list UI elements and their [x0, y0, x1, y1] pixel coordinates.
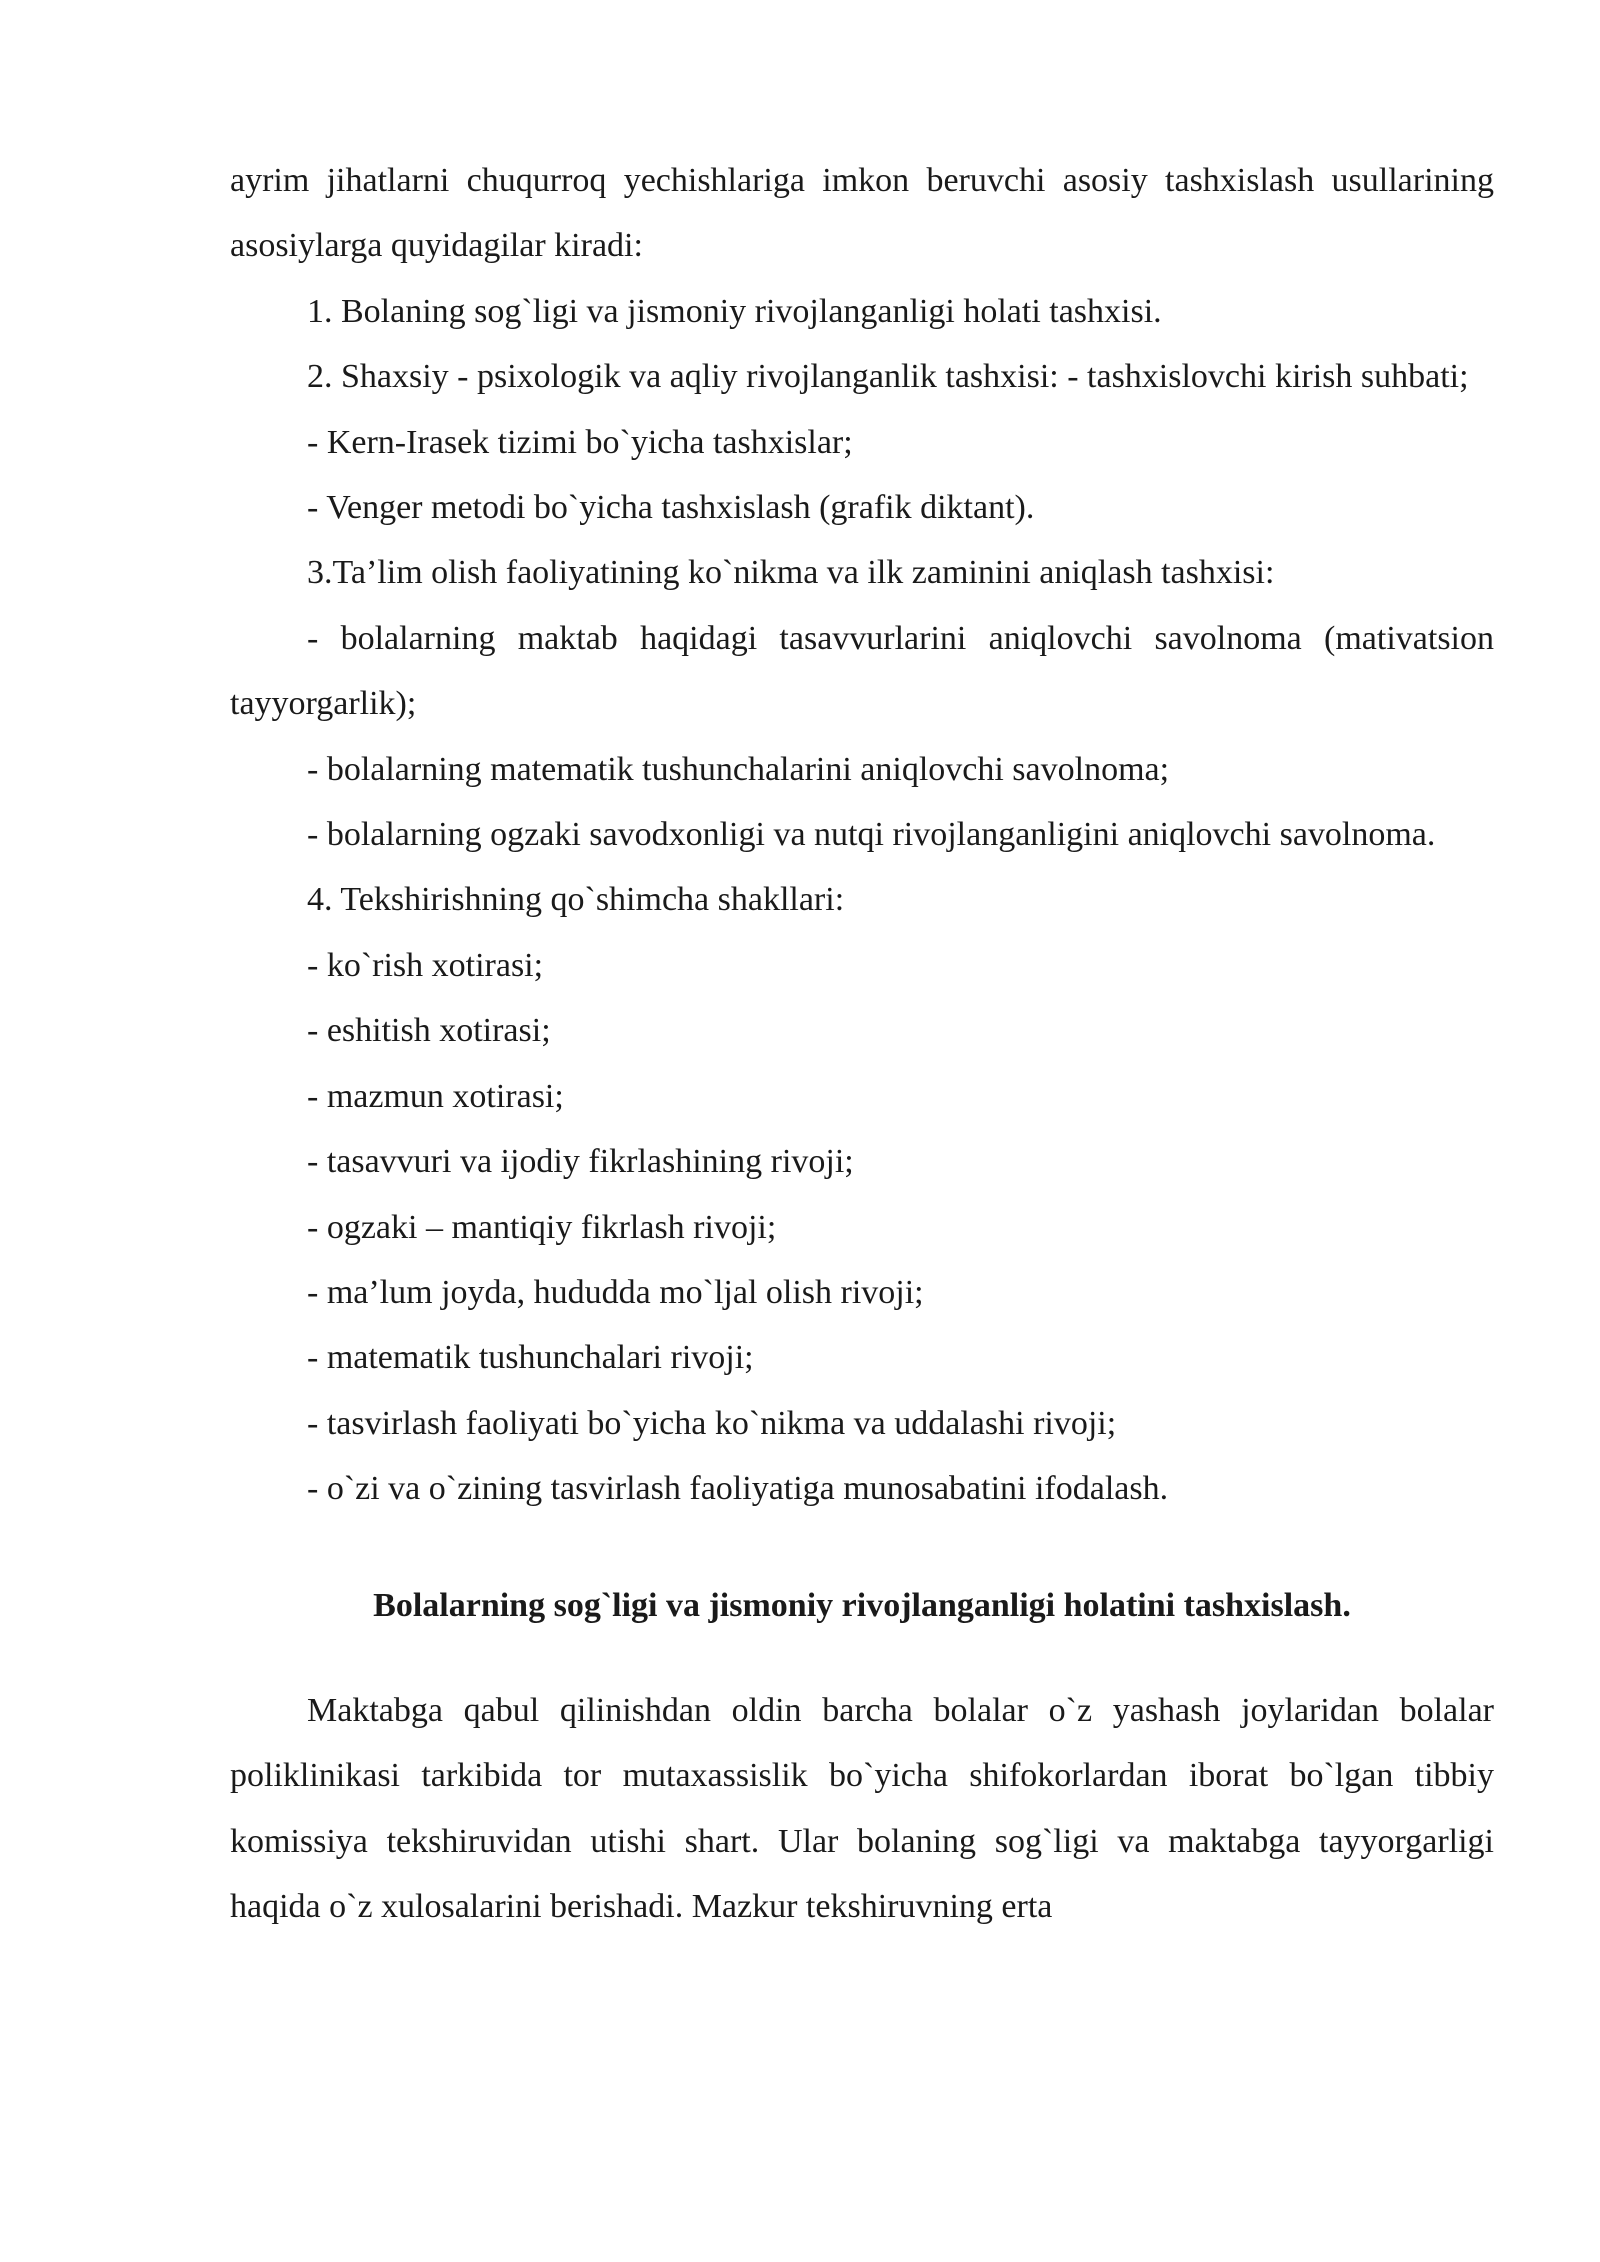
list-item-4: 4. Tekshirishning qo`shimcha shakllari: [307, 881, 845, 919]
list-item-3-b: - bolalarning matematik tushunchalarini aniqlovchi savolnoma; [307, 750, 1170, 788]
item-4-sublist [230, 933, 1494, 1522]
sublist-item: - ma’lum joyda, hududda mo`ljal olish rivoji; [307, 1273, 924, 1311]
section-heading: Bolalarning sog`ligi va jismoniy rivojlanganligi holatini tashxislash. [373, 1586, 1351, 1624]
sublist-item: - ko`rish xotirasi; [307, 946, 544, 984]
intro-paragraph: ayrim jihatlarni chuqurroq yechishlariga imkon beruvchi asosiy tashxislash usullarining asosiylarga quyidagilar kiradi: [230, 162, 1494, 265]
list-item-3-c: - bolalarning ogzaki savodxonligi va nutqi rivojlanganligini aniqlovchi savolnoma. [307, 816, 1436, 854]
sublist-item: - tasvirlash faoliyati bo`yicha ko`nikma va uddalashi rivoji; [307, 1404, 1117, 1442]
sublist-item: - eshitish xotirasi; [307, 1012, 551, 1050]
sublist-item: - mazmun xotirasi; [307, 1077, 564, 1115]
list-item-2: 2. Shaxsiy - psixologik va aqliy rivojlanganlik tashxisi: - tashxislovchi kirish suhbati; [307, 358, 1469, 396]
closing-paragraph: Maktabga qabul qilinishdan oldin barcha bolalar o`z yashash joylaridan bolalar poliklinikasi tarkibida tor mutaxassislik bo`yicha shifokorlardan iborat bo`lgan tibbiy komissiya tekshiruvidan utishi shart. Ular bolaning sog`ligi va maktabga tayyorgarligi haqida o`z xulosalarini berishadi. Mazkur tekshiruvning erta [230, 1691, 1494, 1926]
list-item-2-a: - Kern-Irasek tizimi bo`yicha tashxislar; [307, 423, 853, 461]
list-item-2-b: - Venger metodi bo`yicha tashxislash (grafik diktant). [307, 489, 1035, 527]
sublist-item: - matematik tushunchalari rivoji; [307, 1339, 754, 1377]
sublist-item: - tasavvuri va ijodiy fikrlashining rivoji; [307, 1143, 854, 1181]
list-item-3-a: - bolalarning maktab haqidagi tasavvurlarini aniqlovchi savolnoma (mativatsion tayyorgarlik); [230, 619, 1494, 723]
sublist-item: - o`zi va o`zining tasvirlash faoliyatiga munosabatini ifodalash. [307, 1470, 1169, 1508]
list-item-1: 1. Bolaning sog`ligi va jismoniy rivojlanganligi holati tashxisi. [307, 292, 1162, 330]
sublist-item: - ogzaki – mantiqiy fikrlash rivoji; [307, 1208, 777, 1246]
list-item-3: 3.Ta’lim olish faoliyatining ko`nikma va ilk zaminini aniqlash tashxisi: [307, 554, 1275, 592]
document-page [230, 148, 1494, 1940]
